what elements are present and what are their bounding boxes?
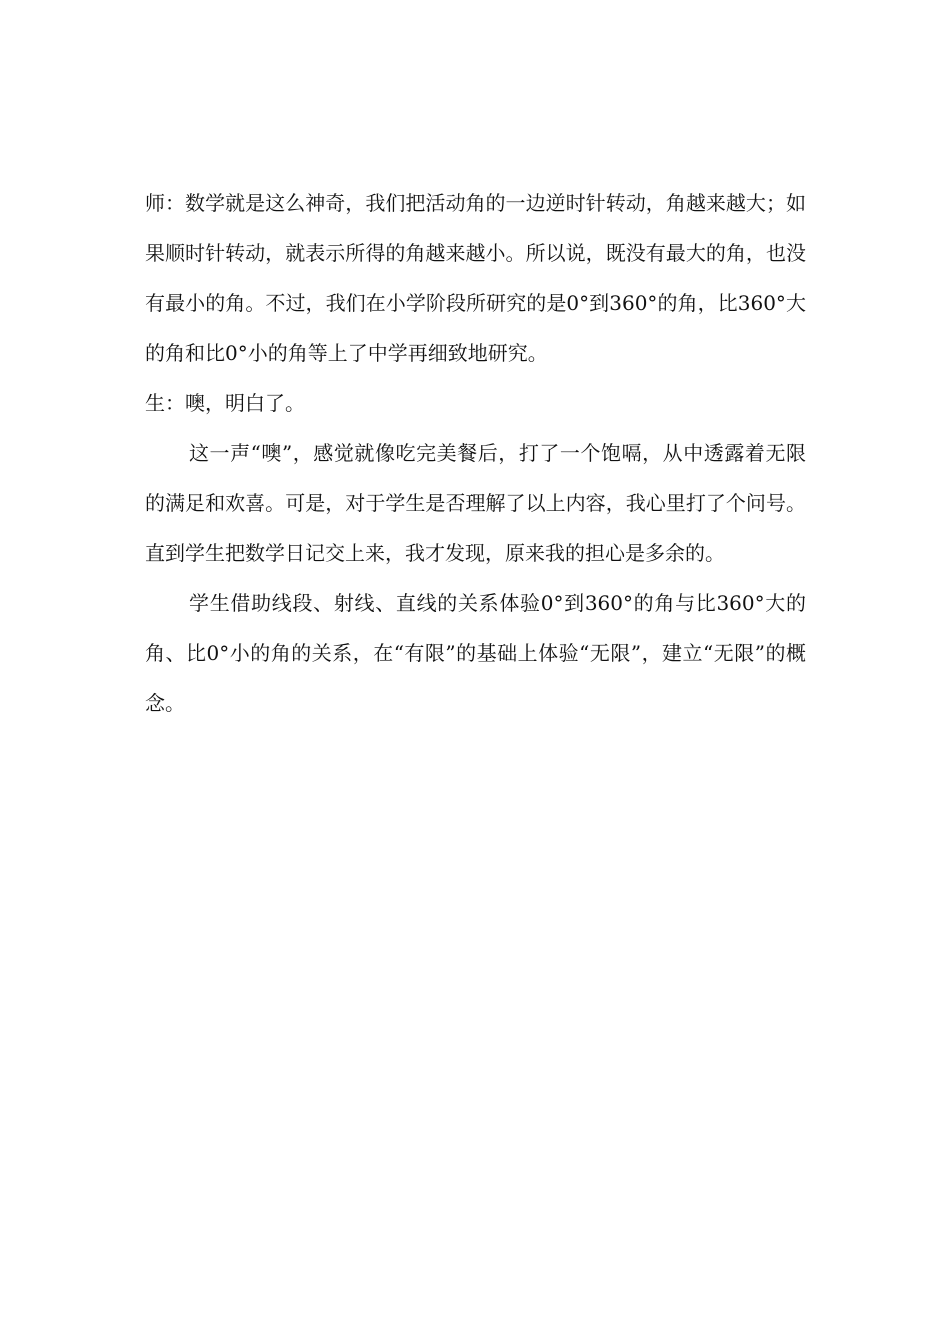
paragraph-conclusion: 学生借助线段、射线、直线的关系体验0°到360°的角与比360°大的角、比0°小的角的关系，在“有限”的基础上体验“无限”，建立“无限”的概念。 bbox=[145, 591, 806, 715]
paragraph-student-reply: 生：噢，明白了。 bbox=[145, 391, 305, 415]
paragraph-reflection: 这一声“噢”，感觉就像吃完美餐后，打了一个饱嗝，从中透露着无限的满足和欢喜。可是，对于学生是否理解了以上内容，我心里打了个问号。直到学生把数学日记交上来，我才发现，原来我的担心是多余的。 bbox=[145, 441, 806, 565]
document-body bbox=[145, 178, 806, 728]
paragraph-teacher-explanation: 师：数学就是这么神奇，我们把活动角的一边逆时针转动，角越来越大；如果顺时针转动，就表示所得的角越来越小。所以说，既没有最大的角，也没有最小的角。不过，我们在小学阶段所研究的是0°到360°的角，比360°大的角和比0°小的角等上了中学再细致地研究。 bbox=[145, 191, 806, 365]
